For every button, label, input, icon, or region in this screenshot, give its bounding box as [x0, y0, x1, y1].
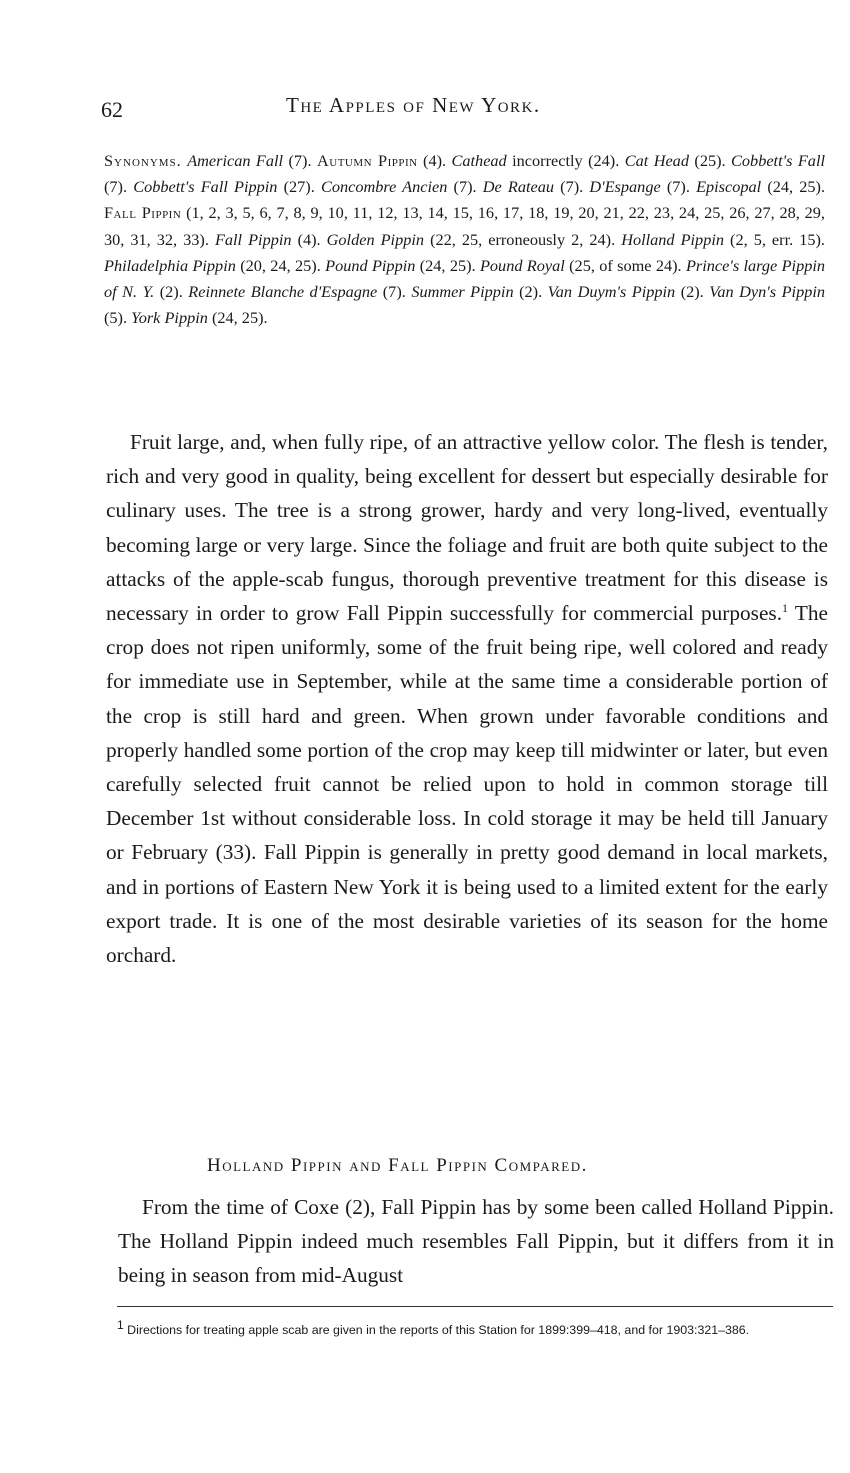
footnote-divider [117, 1306, 833, 1307]
footnote-reference: 1 [782, 600, 789, 615]
synonym-refs: (27). [283, 177, 315, 197]
synonym-name: Episcopal [696, 177, 762, 197]
synonym-refs: (2). [159, 282, 183, 302]
synonym-refs: (22, 25, erroneously 2, 24). [430, 229, 616, 249]
synonym-refs: (7). [560, 177, 584, 197]
section-paragraph: From the time of Coxe (2), Fall Pippin has by some been called Holland Pippin. The Holland Pippin indeed much resembles Fall Pippin, but it differs from it in being in season from mid-August [118, 1195, 834, 1288]
description-part-2: The crop does not ripen uniformly, some of the fruit being ripe, well colored and ready for immediate use in September, while at the same time a considerable portion of the crop is still hard and green. When grown under favorable conditions and properly handled some portion of the crop may keep till midwinter or later, but even carefully selected fruit cannot be relied upon to hold in common storage till December 1st without considerable loss. In cold storage it may be held till January or February (33). Fall Pippin is generally in pretty good demand in local markets, and in portions of Eastern New York it is being used to a limited extent for the early export trade. It is one of the most desirable varieties of its season for the home orchard. [106, 601, 828, 968]
synonym-refs: (2). [680, 282, 704, 302]
synonym-list [104, 151, 825, 327]
synonym-refs: (4). [423, 151, 447, 170]
synonym-refs: (7). [288, 151, 312, 170]
synonym-name: Fall Pippin [104, 203, 182, 223]
synonym-refs: (7). [453, 177, 477, 197]
synonym-name: Fall Pippin [214, 229, 292, 249]
synonym-refs: (4). [297, 229, 321, 249]
synonym-refs: (7). [104, 177, 128, 197]
synonym-name: Philadelphia Pippin [104, 255, 236, 275]
footnote-text: Directions for treating apple scab are given in the reports of this Station for 1899:399–418, and for 1903:321–386. [123, 1323, 750, 1337]
synonyms-label: Synonyms. [104, 151, 182, 170]
synonym-name: Cat Head [624, 151, 689, 170]
synonym-refs: (24, 25). [419, 255, 476, 275]
synonym-refs: (2, 5, err. 15). [730, 229, 825, 249]
synonym-name: Concombre Ancien [320, 177, 448, 197]
section-heading: Holland Pippin and Fall Pippin Compared. [207, 1155, 588, 1176]
synonym-name: D'Espange [589, 177, 661, 197]
synonym-name: Holland Pippin [621, 229, 724, 249]
description-part-1: Fruit large, and, when fully ripe, of an attractive yellow color. The flesh is tender, rich and very good in quality, being excellent for dessert but especially desirable for culinary uses. The tree is a strong grower, hardy and very long-lived, eventually becoming large or very large. Since the foliage and fruit are both quite subject to the attacks of the apple-scab fungus, thorough preventive treatment for this disease is necessary in order to grow Fall Pippin successfully for commercial purposes. [106, 430, 828, 626]
running-title: The Apples of New York. [286, 93, 541, 117]
section-text [118, 1190, 834, 1293]
synonym-name: Reinnete Blanche d'Espagne [188, 282, 378, 302]
synonym-name: Golden Pippin [326, 229, 425, 249]
synonym-name: York Pippin [131, 308, 208, 328]
synonym-refs: (7). [666, 177, 690, 197]
synonym-refs: (24, 25). [767, 177, 826, 197]
synonym-name: Autumn Pippin [317, 151, 418, 170]
synonyms-paragraph [104, 148, 825, 331]
description-text [106, 425, 828, 972]
synonym-refs: (2). [519, 282, 543, 302]
footnote [117, 1317, 837, 1340]
synonym-name: Prince's large Pippin of N. Y. [104, 255, 826, 302]
synonym-refs: (25). [694, 151, 726, 170]
synonym-name: Cathead [451, 151, 507, 170]
synonym-refs: (1, 2, 3, 5, 6, 7, 8, 9, 10, 11, 12, 13, 14, 15, 16, 17, 18, 19, 20, 21, 22, 23, 24, 25, 26, 27, 28, 29, 30, 31, 32, 33). [104, 203, 825, 249]
synonym-name: American Fall [187, 151, 284, 170]
synonym-name: Summer Pippin [411, 282, 514, 302]
synonym-refs: (5). [104, 308, 128, 328]
synonym-name: Cobbett's Fall Pippin [133, 177, 278, 197]
footnote-marker: 1 [117, 1317, 124, 1332]
synonym-refs: (20, 24, 25). [240, 255, 321, 275]
synonym-name: Cobbett's Fall [731, 151, 825, 170]
synonym-name: Pound Royal [479, 255, 565, 275]
page-number: 62 [101, 97, 123, 122]
synonym-refs: incorrectly (24). [512, 151, 620, 170]
synonym-name: Van Dyn's Pippin [709, 282, 826, 302]
description-paragraph [106, 425, 828, 972]
synonym-name: Pound Pippin [325, 255, 416, 275]
synonym-refs: (24, 25). [211, 308, 268, 328]
synonym-name: Van Duym's Pippin [547, 282, 676, 302]
synonym-refs: (7). [382, 282, 406, 302]
synonym-name: De Rateau [482, 177, 554, 197]
synonym-refs: (25, of some 24). [569, 255, 682, 275]
